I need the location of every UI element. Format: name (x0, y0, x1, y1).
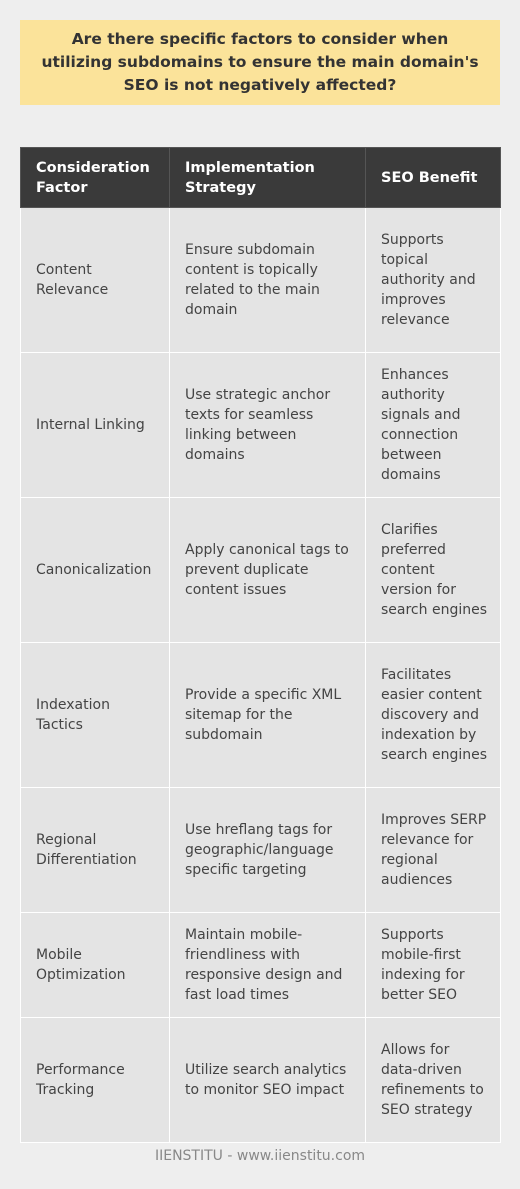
table-row (21, 1018, 501, 1143)
cell-strategy: Apply canonical tags to prevent duplicate content issues (170, 498, 366, 643)
cell-benefit: Clarifies preferred content version for search engines (366, 498, 501, 643)
header-row (21, 148, 501, 208)
cell-factor: Internal Linking (21, 353, 170, 498)
header-implementation-strategy: Implementation Strategy (170, 148, 366, 208)
table-body (21, 208, 501, 1143)
cell-factor: Regional Differentiation (21, 788, 170, 913)
cell-strategy: Ensure subdomain content is topically related to the main domain (170, 208, 366, 353)
cell-strategy: Use strategic anchor texts for seamless linking between domains (170, 353, 366, 498)
cell-benefit: Supports mobile-first indexing for better SEO (366, 913, 501, 1018)
cell-factor: Mobile Optimization (21, 913, 170, 1018)
cell-strategy: Maintain mobile-friendliness with responsive design and fast load times (170, 913, 366, 1018)
cell-factor: Indexation Tactics (21, 643, 170, 788)
cell-strategy: Provide a specific XML sitemap for the subdomain (170, 643, 366, 788)
title-banner (20, 20, 500, 105)
header-consideration-factor: Consideration Factor (21, 148, 170, 208)
table-row (21, 353, 501, 498)
cell-factor: Performance Tracking (21, 1018, 170, 1143)
table-row (21, 913, 501, 1018)
table-header (21, 148, 501, 208)
cell-benefit: Facilitates easier content discovery and indexation by search engines (366, 643, 501, 788)
cell-factor: Content Relevance (21, 208, 170, 353)
cell-benefit: Enhances authority signals and connection between domains (366, 353, 501, 498)
page-title: Are there specific factors to consider when utilizing subdomains to ensure the main domain's SEO is not negatively affected? (41, 30, 479, 94)
cell-factor: Canonicalization (21, 498, 170, 643)
table-row (21, 498, 501, 643)
cell-benefit: Supports topical authority and improves relevance (366, 208, 501, 353)
table-row (21, 788, 501, 913)
footer-credit: IIENSTITU - www.iienstitu.com (154, 1148, 366, 1164)
header-seo-benefit: SEO Benefit (366, 148, 501, 208)
cell-strategy: Use hreflang tags for geographic/language specific targeting (170, 788, 366, 913)
table-row (21, 208, 501, 353)
cell-benefit: Improves SERP relevance for regional audiences (366, 788, 501, 913)
cell-benefit: Allows for data-driven refinements to SEO strategy (366, 1018, 501, 1143)
table-row (21, 643, 501, 788)
cell-strategy: Utilize search analytics to monitor SEO impact (170, 1018, 366, 1143)
seo-factors-table (20, 147, 501, 1143)
